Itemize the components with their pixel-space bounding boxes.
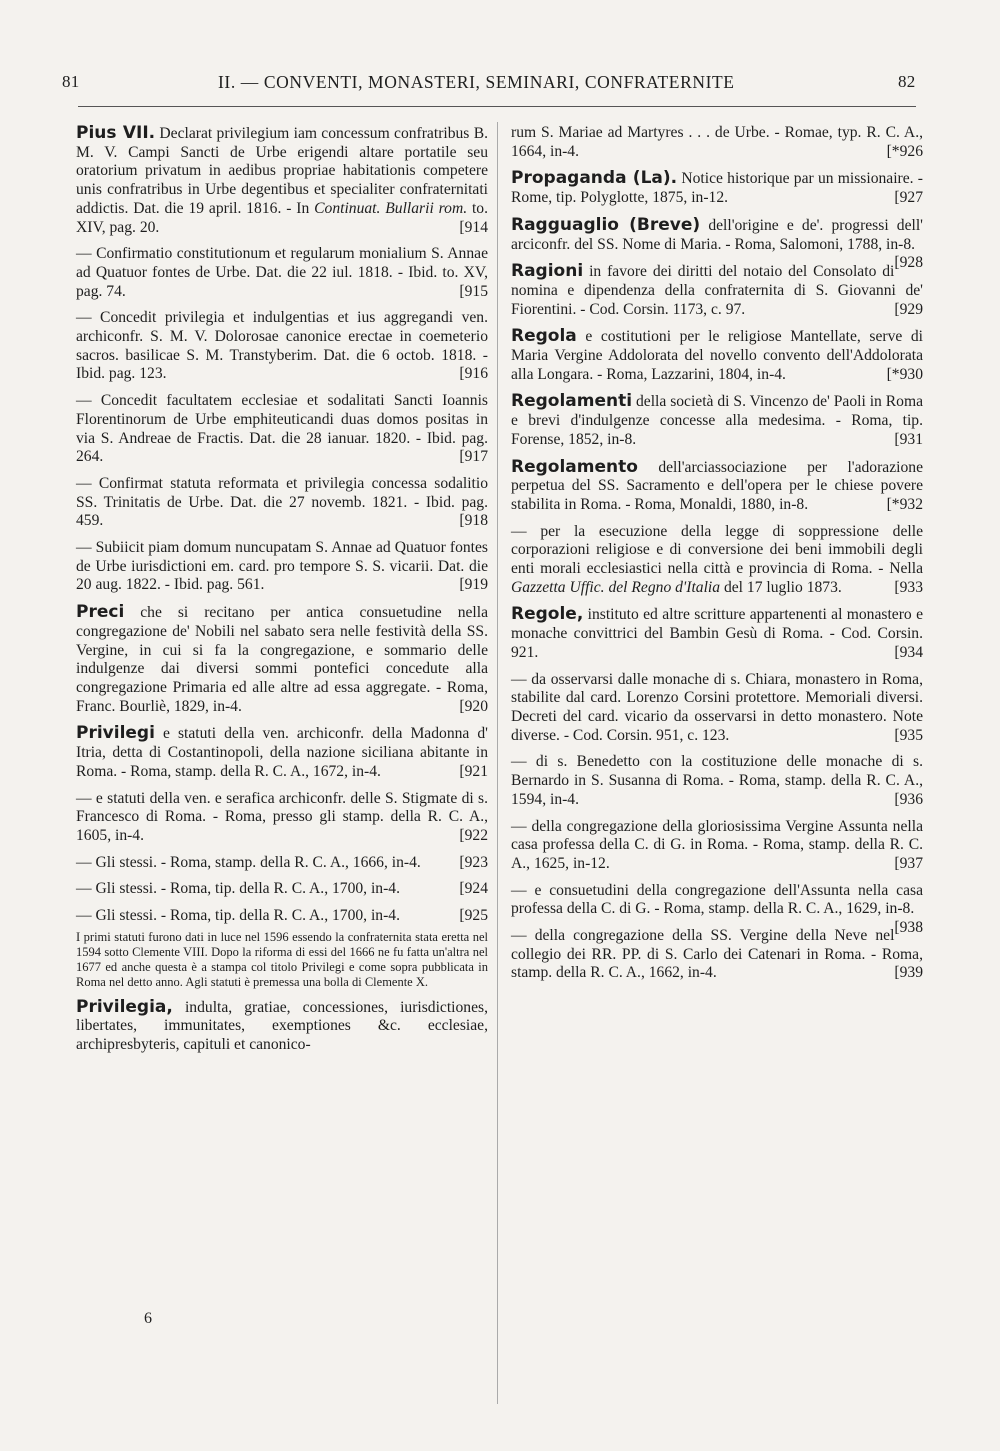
entry-number: [934 [894, 643, 923, 661]
catalog-entry [511, 262, 923, 319]
catalog-entry [511, 327, 923, 384]
entry-number: [914 [459, 218, 488, 236]
entry-heading: Pius VII. [76, 123, 156, 143]
catalog-entry [76, 998, 488, 1055]
entry-heading: Regole, [511, 604, 584, 625]
catalog-entry [511, 671, 923, 746]
entry-text: — Concedit facultatem ecclesiae et sodalitati Sancti Ioannis Florentinorum de Urbe emphiteuticandi duas domos positas in via S. Andreae de Fractis. Dat. die 28 ianuar. 1820. - Ibid. pag. 264. [76, 392, 488, 466]
page-number-right: 82 [898, 72, 916, 91]
page-number-left: 81 [62, 72, 80, 91]
entry-number: [924 [459, 880, 488, 898]
entry-number: [922 [459, 826, 488, 844]
entry-text: Declarat privilegium iam concessum confratribus B. M. V. Campi Sancti de Urbe erigendi altare portatile seu oratorium privatum in aedibus propriae habitationis competere unis confratribus in Urbe degentibus et specialiter confraternitati addictis. Dat. die 19 april. 1816. - In [76, 125, 488, 217]
catalog-entry [76, 124, 488, 237]
running-title: II. — CONVENTI, MONASTERI, SEMINARI, CONFRATERNITE [218, 72, 735, 92]
entry-heading: Propaganda (La). [511, 168, 678, 189]
catalog-entry [511, 523, 923, 598]
catalog-entry [511, 124, 923, 161]
catalog-entry [76, 724, 488, 781]
entry-text: — e statuti della ven. e serafica archiconfr. delle S. Stigmate di s. Francesco di Roma. - Roma, presso gli stamp. della R. C. A., 1605, in-4. [76, 789, 488, 844]
entry-text: — per la esecuzione della legge di soppressione delle corporazioni religiose e di conversione dei beni immobili degli enti morali ecclesiastici nella città e provincia di Roma. - Nella [511, 522, 923, 578]
entry-text: — della congregazione della gloriosissima Vergine Assunta nella casa professa della C. di G. in Roma. - Roma, stamp. della R. C. A., 1625, in-12. [511, 817, 923, 872]
catalog-entry [76, 539, 488, 595]
entry-text: indulta, gratiae, concessiones, iurisdictiones, libertates, immunitates, exemptiones &c. ecclesiae, archipresbyteris, capituli et canonico- [76, 998, 488, 1054]
entry-tail: to. XIV, pag. 20. [76, 199, 489, 236]
signature-mark: 6 [144, 1310, 152, 1327]
catalog-entry [76, 907, 488, 926]
entry-heading: Regolamenti [511, 391, 633, 412]
entry-text: — e consuetudini della congregazione dell'Assunta nella casa professa della C. di G. - Roma, stamp. della R. C. A., 1629, in-8. [511, 881, 923, 918]
entry-number: [923 [459, 853, 488, 871]
catalog-entry [76, 475, 488, 531]
entry-text: — Subiicit piam domum nuncupatam S. Annae ad Quatuor fontes de Urbe iurisdictioni em. card. pro tempore S. S. vicarii. Dat. die 20 aug. 1822. - Ibid. pag. 561. [76, 539, 488, 594]
entry-text: della società di S. Vincenzo de' Paoli in Roma e brevi d'indulgenze concesse alla medesima. - Roma, tip. Forense, 1852, in-8. [511, 393, 923, 448]
footnote: I primi statuti furono dati in luce nel 1596 essendo la confraternita stata eretta nel 1594 sotto Clemente VIII. Dopo la riforma di essi del 1666 ne fu fatta un'altra nel 1677 ed anche questa è a stampa col titolo Privilegi e come sopra pubblicata in Roma nel detto anno. Agli statuti è premessa una bolla di Clemente X. [76, 929, 488, 989]
entry-number: [927 [894, 189, 923, 207]
entry-text: e statuti della ven. archiconfr. della Madonna d' Itria, detta di Costantinopoli, della nazione siciliana abitante in Roma. - Roma, stamp. della R. C. A., 1672, in-4. [76, 725, 488, 780]
entry-text: dell'arciassociazione per l'adorazione perpetua del SS. Sacramento e dell'opera per le chiese povere stabilita in Roma. - Roma, Monaldi, 1880, in-8. [511, 458, 923, 513]
catalog-entry [511, 881, 923, 937]
entry-text: — Gli stessi. - Roma, tip. della R. C. A., 1700, in-4. [76, 880, 400, 898]
catalog-entry [76, 854, 488, 873]
entry-text: — Gli stessi. - Roma, stamp. della R. C. A., 1666, in-4. [76, 853, 421, 871]
entry-text: rum S. Mariae ad Martyres . . . de Urbe. - Romae, typ. R. C. A., 1664, in-4. [511, 124, 923, 160]
catalog-entry [76, 790, 488, 846]
entry-number: [937 [894, 854, 923, 872]
catalog-entry [511, 605, 923, 662]
header-rule [78, 106, 916, 107]
entry-number: [919 [459, 576, 488, 594]
entry-text: — Confirmatio constitutionum et regularum monialium S. Annae ad Quatuor fontes de Urbe. Dat. die 22 iul. 1818. - Ibid. to. XV, pag. 74. [76, 245, 488, 300]
entry-heading: Privilegi [76, 723, 155, 744]
entry-heading: Regolamento [511, 456, 638, 477]
catalog-entry [76, 880, 488, 899]
entry-number: [916 [459, 365, 488, 383]
entry-number: [918 [459, 512, 488, 530]
right-column [511, 124, 923, 991]
entry-italic: Continuat. Bullarii rom. [314, 199, 468, 217]
entry-text: instituto ed altre scritture appartenenti al monastero e monache convittrici del Bambin Gesù di Roma. - Cod. Corsin. 921. [511, 606, 923, 661]
entry-number: [921 [459, 762, 488, 780]
entry-number: [920 [459, 697, 488, 715]
entry-text: e costitutioni per le religiose Mantellate, serve di Maria Vergine Addolorata del novello convento dell'Addolorata alla Longara. - Roma, Lazzarini, 1804, in-4. [511, 328, 923, 383]
entry-text: — Gli stessi. - Roma, tip. della R. C. A., 1700, in-4. [76, 907, 400, 925]
entry-heading: Preci [76, 602, 125, 623]
entry-number: [928 [894, 254, 923, 272]
catalog-entry [76, 392, 488, 467]
catalog-entry [511, 169, 923, 207]
entry-text: — da osservarsi dalle monache di s. Chiara, monastero in Roma, stabilite dal card. Lorenzo Corsini protettore. Memoriali diversi. Decreti del card. vicario da osservarsi in detto monastero. Note diverse. - Cod. Corsin. 951, c. 123. [511, 670, 923, 744]
entry-number: [936 [894, 790, 923, 808]
entry-tail: del 17 luglio 1873. [720, 578, 842, 596]
entry-number: [*926 [886, 142, 923, 160]
entry-text: — Concedit privilegia et indulgentias et ius aggregandi ven. archiconfr. S. M. V. Dolorosae canonice erectae in coemeterio sacros. basilicae S. M. Transtyberim. Dat. die 6 octob. 1818. - Ibid. pag. 123. [76, 309, 488, 383]
entry-number: [915 [459, 282, 488, 300]
catalog-entry [511, 753, 923, 809]
column-divider [497, 122, 498, 1404]
entry-text: — della congregazione della SS. Vergine della Neve nel collegio dei RR. PP. di S. Carlo dei Catenari in Roma. - Roma, stamp. della R. C. A., 1662, in-4. [511, 927, 923, 982]
entry-heading: Privilegia, [76, 996, 173, 1017]
catalog-entry [76, 603, 488, 716]
entry-number: [925 [459, 907, 488, 925]
entry-text: che si recitano per antica consuetudine nella congregazione de' Nobili nel sabato sera nelle festività della SS. Vergine, in cui si fa la congregazione, e sommario delle indulgenze dai diversi sommi pontefici concedute alla congregazione Primaria ed alle altre ad essa aggregate. - Roma, Franc. Bourliè, 1829, in-4. [76, 604, 488, 715]
entry-text: — di s. Benedetto con la costituzione delle monache di s. Bernardo in S. Susanna di Roma. - Roma, stamp. della R. C. A., 1594, in-4. [511, 753, 923, 808]
entry-heading: Ragioni [511, 261, 584, 282]
entry-number: [933 [894, 578, 923, 596]
entry-number: [939 [894, 964, 923, 982]
entry-heading: Regola [511, 326, 577, 347]
entry-text: in favore dei diritti del notaio del Consolato di nomina e dipendenza della confraternita di S. Giovanni de' Fiorentini. - Cod. Corsin. 1173, c. 97. [511, 263, 923, 318]
catalog-entry [76, 309, 488, 384]
left-column [76, 124, 488, 1063]
entry-number: [*930 [886, 365, 923, 383]
entry-number: [929 [894, 300, 923, 318]
entry-number: [917 [459, 448, 488, 466]
entry-text: Notice historique par un missionaire. - Rome, tip. Polyglotte, 1875, in-12. [511, 170, 923, 207]
entry-number: [931 [894, 430, 923, 448]
entry-heading: Ragguaglio (Breve) [511, 214, 701, 235]
catalog-entry [511, 458, 923, 515]
entry-number: [*932 [886, 495, 923, 513]
entry-text: dell'origine e de'. progressi dell' arciconfr. del SS. Nome di Maria. - Roma, Salomoni, 1788, in-8. [511, 216, 923, 253]
catalog-entry [76, 245, 488, 301]
catalog-entry [511, 927, 923, 983]
entry-italic: Gazzetta Uffic. del Regno d'Italia [511, 578, 721, 596]
catalog-entry [511, 392, 923, 449]
entry-number: [935 [894, 726, 923, 744]
catalog-entry [511, 818, 923, 874]
entry-number: [938 [894, 919, 923, 937]
entry-text: — Confirmat statuta reformata et privilegia concessa sodalitio SS. Trinitatis de Urbe. Dat. die 27 novemb. 1821. - Ibid. pag. 459. [76, 474, 488, 530]
